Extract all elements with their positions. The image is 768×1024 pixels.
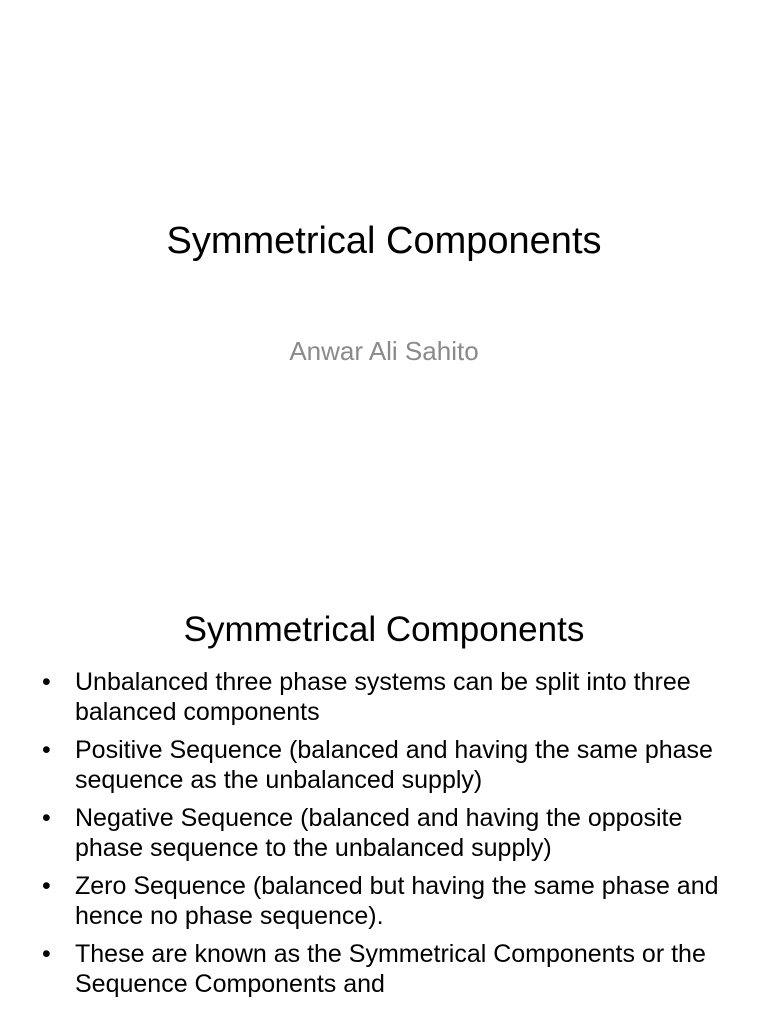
- content-slide: [0, 576, 768, 1024]
- bullet-text: These are known as the Symmetrical Components or the Sequence Components and: [75, 940, 706, 998]
- list-item: [42, 871, 732, 931]
- list-item: [42, 667, 732, 727]
- bullet-text: Unbalanced three phase systems can be split into three balanced components: [75, 668, 691, 726]
- bullet-dot-icon: •: [42, 804, 51, 832]
- list-item: [42, 735, 732, 795]
- bullet-dot-icon: •: [42, 872, 51, 900]
- list-item: [42, 939, 732, 999]
- bullet-text: Negative Sequence (balanced and having the opposite phase sequence to the unbalanced supply): [75, 804, 683, 862]
- bullet-text: Zero Sequence (balanced but having the same phase and hence no phase sequence).: [75, 872, 719, 930]
- bullet-list: [42, 667, 732, 1007]
- slide-subtitle-author: Anwar Ali Sahito: [289, 336, 479, 366]
- list-item: [42, 803, 732, 863]
- bullet-text: Positive Sequence (balanced and having the same phase sequence as the unbalanced supply): [75, 736, 713, 794]
- slide-title: Symmetrical Components: [166, 220, 602, 262]
- bullet-dot-icon: •: [42, 668, 51, 696]
- bullet-dot-icon: •: [42, 736, 51, 764]
- bullet-dot-icon: •: [42, 940, 51, 968]
- content-slide-title: Symmetrical Components: [183, 610, 585, 649]
